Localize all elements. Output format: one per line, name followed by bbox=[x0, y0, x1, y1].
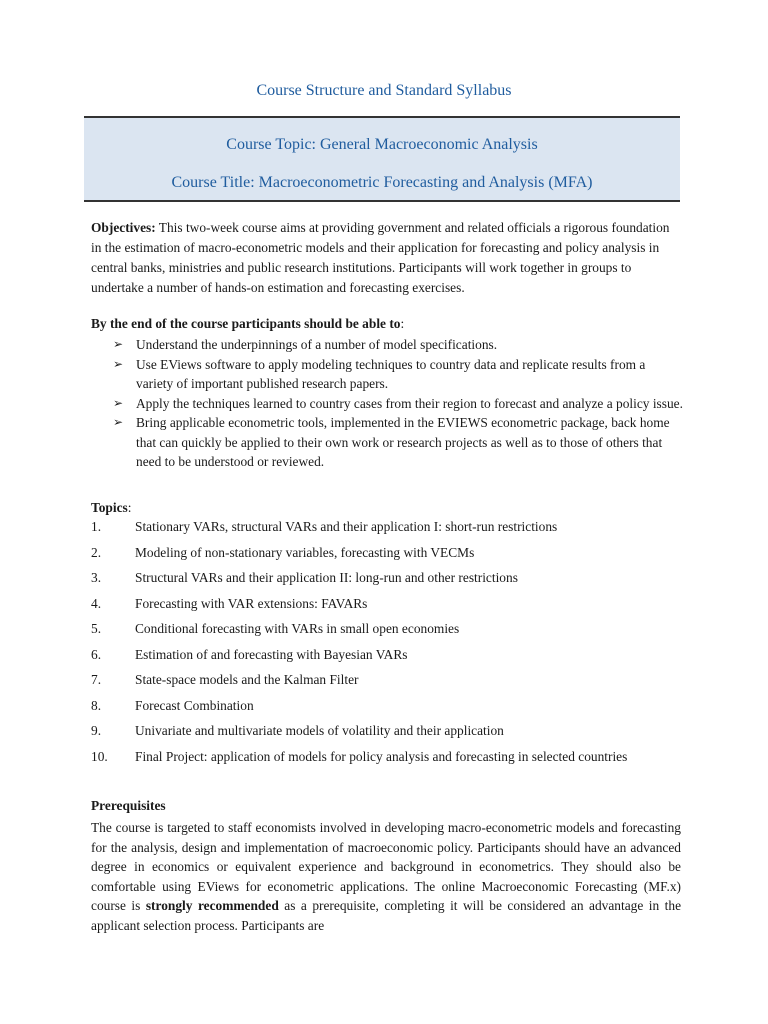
list-item bbox=[91, 620, 681, 637]
list-item bbox=[91, 518, 681, 535]
topics-heading bbox=[91, 500, 131, 516]
prerequisites-text-end: as a prerequisite, completing it will be considered an advantage in the applicant selection process. Participants are bbox=[91, 898, 682, 933]
topic-text: Forecasting with VAR extensions: FAVARs bbox=[135, 595, 368, 611]
arrow-bullet-icon: ➢ bbox=[113, 356, 124, 371]
outcome-text: Bring applicable econometric tools, implemented in the EVIEWS econometric package, back home that can quickly be applied to their own work or research projects as well as to those of others that need to be understood or reviewed. bbox=[136, 415, 670, 469]
topic-text: Forecast Combination bbox=[135, 697, 254, 713]
list-item bbox=[91, 569, 681, 586]
topic-number: 7. bbox=[91, 672, 102, 687]
topic-number: 4. bbox=[91, 595, 102, 611]
outcomes-heading-text: By the end of the course participants should be able to bbox=[91, 316, 401, 331]
prerequisites-paragraph bbox=[91, 818, 681, 935]
course-topic: Course Topic: General Macroeconomic Analysis bbox=[226, 136, 538, 153]
topic-text: Univariate and multivariate models of volatility and their application bbox=[135, 723, 504, 738]
list-item bbox=[113, 413, 683, 472]
topic-text: Conditional forecasting with VARs in small open economies bbox=[135, 621, 460, 636]
prerequisites-text-start: The course is targeted to staff economists involved in developing macro-econometric models and forecasting for the analysis, design and implementation of macroeconomic policy. Participants should have an advanced degree in economics or equivalent experience and background in econometrics. They should also be comfortable using EViews for econometric applications. The online Macroeconomic Forecasting (MF.x) course is bbox=[91, 820, 681, 913]
list-item bbox=[91, 646, 681, 663]
list-item bbox=[91, 697, 681, 714]
topic-text: Stationary VARs, structural VARs and their application I: short-run restrictions bbox=[135, 519, 558, 534]
topic-number: 3. bbox=[91, 570, 102, 585]
arrow-bullet-icon: ➢ bbox=[113, 415, 124, 429]
topic-number: 2. bbox=[91, 544, 102, 560]
topic-number: 9. bbox=[91, 723, 102, 738]
list-item bbox=[91, 595, 681, 612]
document-title: Course Structure and Standard Syllabus bbox=[256, 82, 512, 99]
topic-text: Modeling of non-stationary variables, forecasting with VECMs bbox=[135, 544, 475, 560]
outcomes-heading-colon: : bbox=[400, 316, 405, 331]
topic-text: State-space models and the Kalman Filter bbox=[135, 672, 359, 687]
course-title: Course Title: Macroeconometric Forecasting and Analysis (MFA) bbox=[171, 174, 593, 191]
list-item bbox=[91, 748, 681, 765]
topic-number: 8. bbox=[91, 697, 102, 713]
objectives-label: Objectives: bbox=[91, 220, 156, 235]
topics-list bbox=[91, 518, 681, 773]
arrow-bullet-icon: ➢ bbox=[113, 337, 124, 351]
topic-number: 1. bbox=[91, 519, 102, 534]
arrow-bullet-icon: ➢ bbox=[113, 395, 124, 410]
outcomes-heading bbox=[91, 316, 404, 332]
topic-number: 6. bbox=[91, 646, 102, 662]
list-item bbox=[113, 335, 683, 355]
list-item bbox=[113, 355, 683, 394]
list-item bbox=[91, 671, 681, 688]
topic-text: Structural VARs and their application II: long-run and other restrictions bbox=[135, 570, 518, 585]
prerequisites-heading: Prerequisites bbox=[91, 798, 166, 813]
topic-number: 10. bbox=[91, 748, 108, 764]
outcomes-list bbox=[113, 335, 683, 472]
course-header-box bbox=[84, 116, 680, 202]
topic-number: 5. bbox=[91, 621, 102, 636]
list-item bbox=[91, 544, 681, 561]
topic-text: Final Project: application of models for policy analysis and forecasting in selected countries bbox=[135, 748, 628, 764]
list-item bbox=[91, 722, 681, 739]
outcome-text: Use EViews software to apply modeling techniques to country data and replicate results from a variety of important published research papers. bbox=[136, 356, 646, 391]
topics-heading-text: Topics bbox=[91, 500, 128, 515]
outcome-text: Understand the underpinnings of a number of model specifications. bbox=[136, 337, 498, 352]
objectives-text: This two-week course aims at providing government and related officials a rigorous foundation in the estimation of macro-econometric models and their application for forecasting and policy analysis in central banks, ministries and public research institutions. Participants will work together in groups to undertake a number of hands-on estimation and forecasting exercises. bbox=[91, 220, 670, 295]
outcome-text: Apply the techniques learned to country cases from their region to forecast and analyze a policy issue. bbox=[136, 395, 683, 411]
topics-heading-colon: : bbox=[127, 500, 132, 515]
objectives-paragraph bbox=[91, 218, 681, 298]
prerequisites-emphasis: strongly recommended bbox=[145, 898, 279, 913]
topic-text: Estimation of and forecasting with Bayesian VARs bbox=[135, 646, 408, 662]
list-item bbox=[113, 394, 683, 414]
